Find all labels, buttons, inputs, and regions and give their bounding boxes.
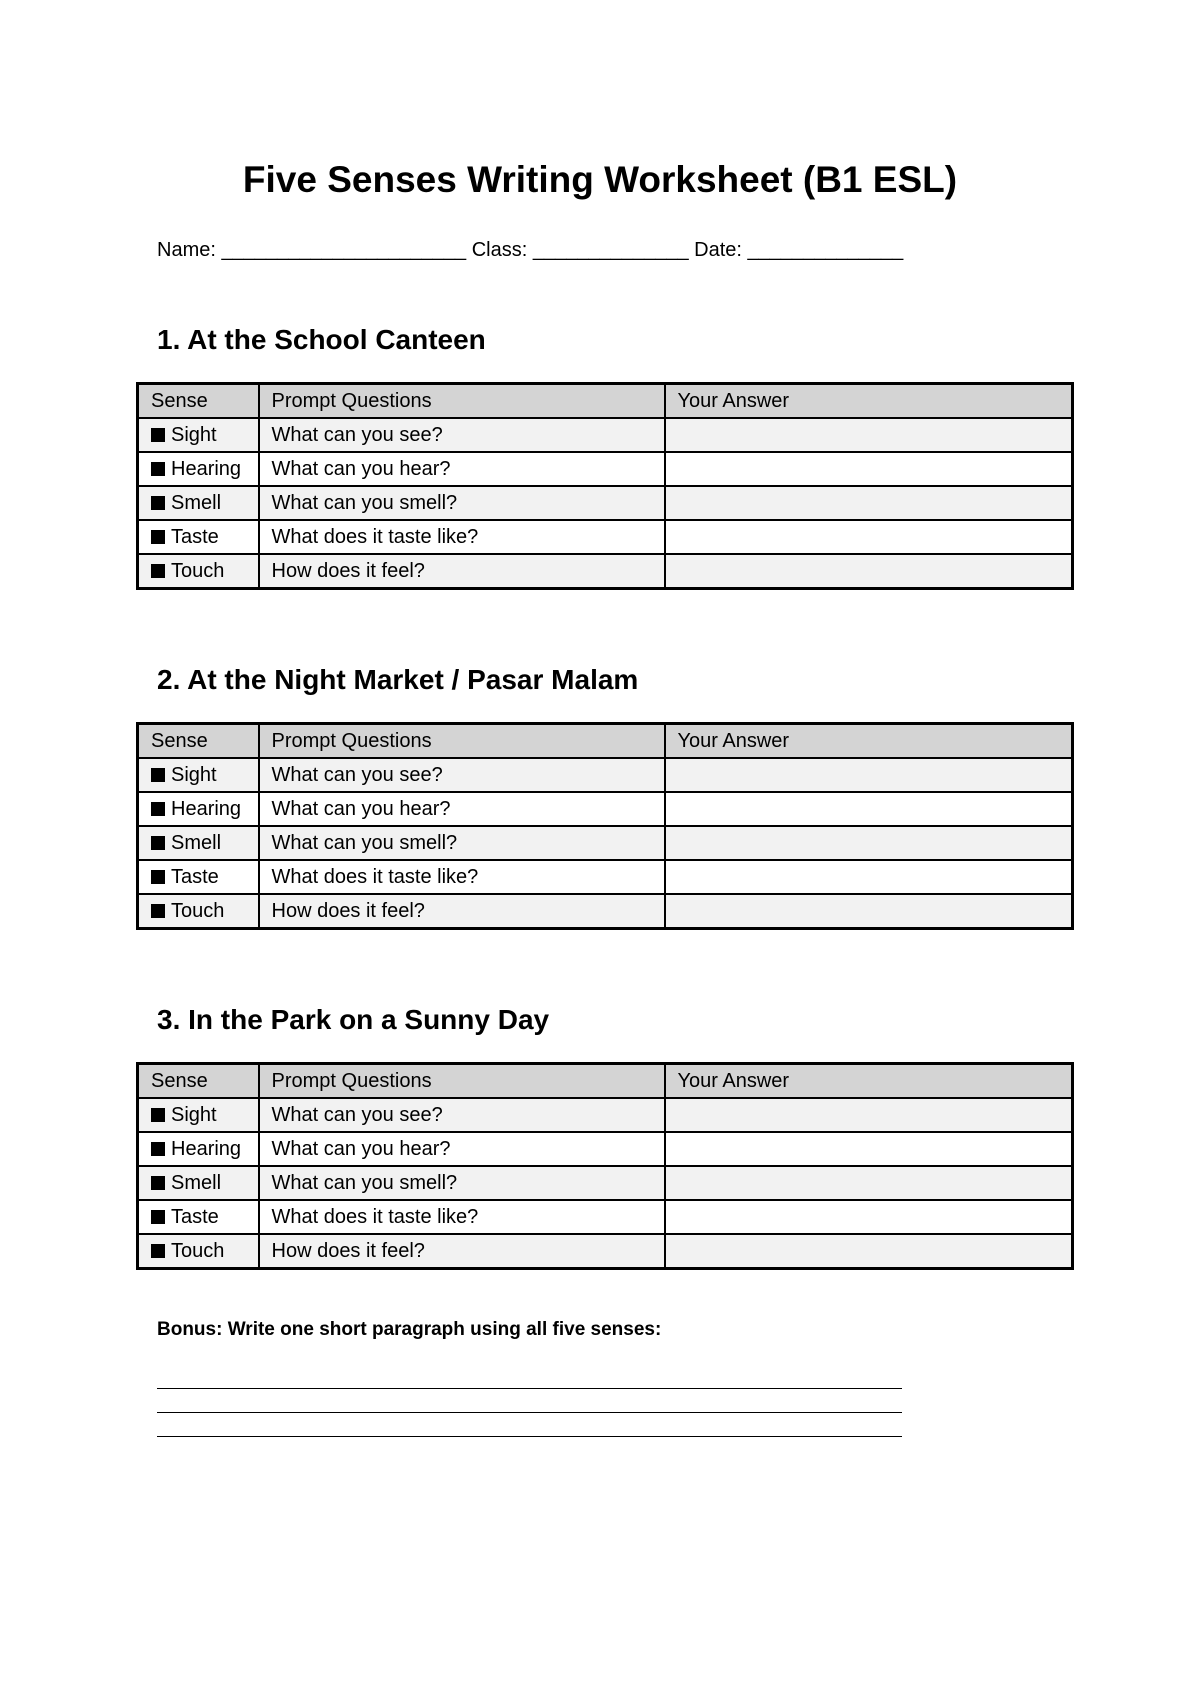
answer-column-header: Your Answer — [665, 1064, 1073, 1099]
sense-label: Sight — [171, 1103, 217, 1126]
answer-cell[interactable] — [665, 1166, 1073, 1200]
prompt-cell: What does it taste like? — [259, 520, 665, 554]
answer-cell[interactable] — [665, 486, 1073, 520]
sense-cell — [138, 758, 259, 792]
black-square-icon — [151, 428, 165, 442]
prompt-cell: What can you hear? — [259, 792, 665, 826]
sense-label: Sight — [171, 423, 217, 446]
answer-cell[interactable] — [665, 1200, 1073, 1234]
table-row — [138, 1098, 1073, 1132]
sense-label: Hearing — [171, 797, 242, 820]
table-row — [138, 1166, 1073, 1200]
table-row — [138, 520, 1073, 554]
answer-cell[interactable] — [665, 758, 1073, 792]
sense-cell — [138, 520, 259, 554]
table-row — [138, 486, 1073, 520]
table-row — [138, 1132, 1073, 1166]
answer-cell[interactable] — [665, 1234, 1073, 1269]
prompt-cell: What can you smell? — [259, 486, 665, 520]
prompt-cell: What can you smell? — [259, 826, 665, 860]
table-row — [138, 826, 1073, 860]
prompt-cell: How does it feel? — [259, 1234, 665, 1269]
sense-cell — [138, 1098, 259, 1132]
prompt-column-header: Prompt Questions — [259, 724, 665, 759]
section-heading-canteen: 1. At the School Canteen — [157, 324, 486, 355]
black-square-icon — [151, 496, 165, 510]
sense-cell — [138, 792, 259, 826]
black-square-icon — [151, 1210, 165, 1224]
sense-label: Smell — [171, 831, 222, 854]
prompt-cell: What can you hear? — [259, 1132, 665, 1166]
table-row — [138, 1234, 1073, 1269]
answer-column-header: Your Answer — [665, 384, 1073, 419]
bonus-writing-line[interactable] — [157, 1412, 902, 1413]
prompt-cell: What does it taste like? — [259, 1200, 665, 1234]
table-row — [138, 758, 1073, 792]
answer-column-header: Your Answer — [665, 724, 1073, 759]
sense-label: Touch — [171, 1239, 225, 1262]
senses-table-canteen — [136, 382, 1074, 590]
prompt-cell: What can you smell? — [259, 1166, 665, 1200]
table-row — [138, 1200, 1073, 1234]
table-row — [138, 894, 1073, 929]
bonus-writing-line[interactable] — [157, 1388, 902, 1389]
prompt-cell: What can you see? — [259, 418, 665, 452]
table-header-row — [138, 384, 1073, 419]
sense-cell — [138, 554, 259, 589]
answer-cell[interactable] — [665, 1132, 1073, 1166]
bonus-writing-line[interactable] — [157, 1436, 902, 1437]
black-square-icon — [151, 1108, 165, 1122]
sense-label: Hearing — [171, 457, 242, 480]
senses-table-park — [136, 1062, 1074, 1270]
black-square-icon — [151, 836, 165, 850]
sense-label: Sight — [171, 763, 217, 786]
answer-cell[interactable] — [665, 792, 1073, 826]
sense-label: Touch — [171, 899, 225, 922]
prompt-column-header: Prompt Questions — [259, 1064, 665, 1099]
table-row — [138, 554, 1073, 589]
sense-label: Taste — [171, 865, 219, 888]
answer-cell[interactable] — [665, 418, 1073, 452]
black-square-icon — [151, 462, 165, 476]
sense-label: Smell — [171, 1171, 222, 1194]
sense-column-header: Sense — [138, 1064, 259, 1099]
black-square-icon — [151, 564, 165, 578]
sense-cell — [138, 418, 259, 452]
answer-cell[interactable] — [665, 894, 1073, 929]
answer-cell[interactable] — [665, 1098, 1073, 1132]
sense-cell — [138, 1166, 259, 1200]
senses-table-night-market — [136, 722, 1074, 930]
sense-cell — [138, 826, 259, 860]
prompt-cell: What can you hear? — [259, 452, 665, 486]
answer-cell[interactable] — [665, 520, 1073, 554]
student-info-line[interactable]: Name: ______________________ Class: ______________ Date: ______________ — [157, 239, 904, 261]
prompt-cell: How does it feel? — [259, 894, 665, 929]
sense-column-header: Sense — [138, 384, 259, 419]
sense-column-header: Sense — [138, 724, 259, 759]
prompt-cell: What does it taste like? — [259, 860, 665, 894]
black-square-icon — [151, 530, 165, 544]
sense-cell — [138, 452, 259, 486]
table-row — [138, 792, 1073, 826]
sense-label: Taste — [171, 1205, 219, 1228]
sense-cell — [138, 860, 259, 894]
prompt-cell: How does it feel? — [259, 554, 665, 589]
prompt-cell: What can you see? — [259, 1098, 665, 1132]
answer-cell[interactable] — [665, 860, 1073, 894]
sense-label: Smell — [171, 491, 222, 514]
worksheet-title: Five Senses Writing Worksheet (B1 ESL) — [242, 159, 958, 200]
table-row — [138, 418, 1073, 452]
black-square-icon — [151, 1142, 165, 1156]
sense-label: Taste — [171, 525, 219, 548]
section-heading-park: 3. In the Park on a Sunny Day — [157, 1004, 550, 1035]
black-square-icon — [151, 870, 165, 884]
sense-cell — [138, 894, 259, 929]
answer-cell[interactable] — [665, 452, 1073, 486]
black-square-icon — [151, 802, 165, 816]
black-square-icon — [151, 768, 165, 782]
section-heading-night-market: 2. At the Night Market / Pasar Malam — [157, 664, 639, 695]
sense-label: Hearing — [171, 1137, 242, 1160]
answer-cell[interactable] — [665, 554, 1073, 589]
table-row — [138, 452, 1073, 486]
prompt-column-header: Prompt Questions — [259, 384, 665, 419]
sense-cell — [138, 486, 259, 520]
table-header-row — [138, 724, 1073, 759]
sense-cell — [138, 1132, 259, 1166]
black-square-icon — [151, 1244, 165, 1258]
black-square-icon — [151, 904, 165, 918]
answer-cell[interactable] — [665, 826, 1073, 860]
sense-label: Touch — [171, 559, 225, 582]
black-square-icon — [151, 1176, 165, 1190]
table-row — [138, 860, 1073, 894]
sense-cell — [138, 1200, 259, 1234]
bonus-prompt: Bonus: Write one short paragraph using all five senses: — [157, 1319, 662, 1340]
sense-cell — [138, 1234, 259, 1269]
prompt-cell: What can you see? — [259, 758, 665, 792]
table-header-row — [138, 1064, 1073, 1099]
